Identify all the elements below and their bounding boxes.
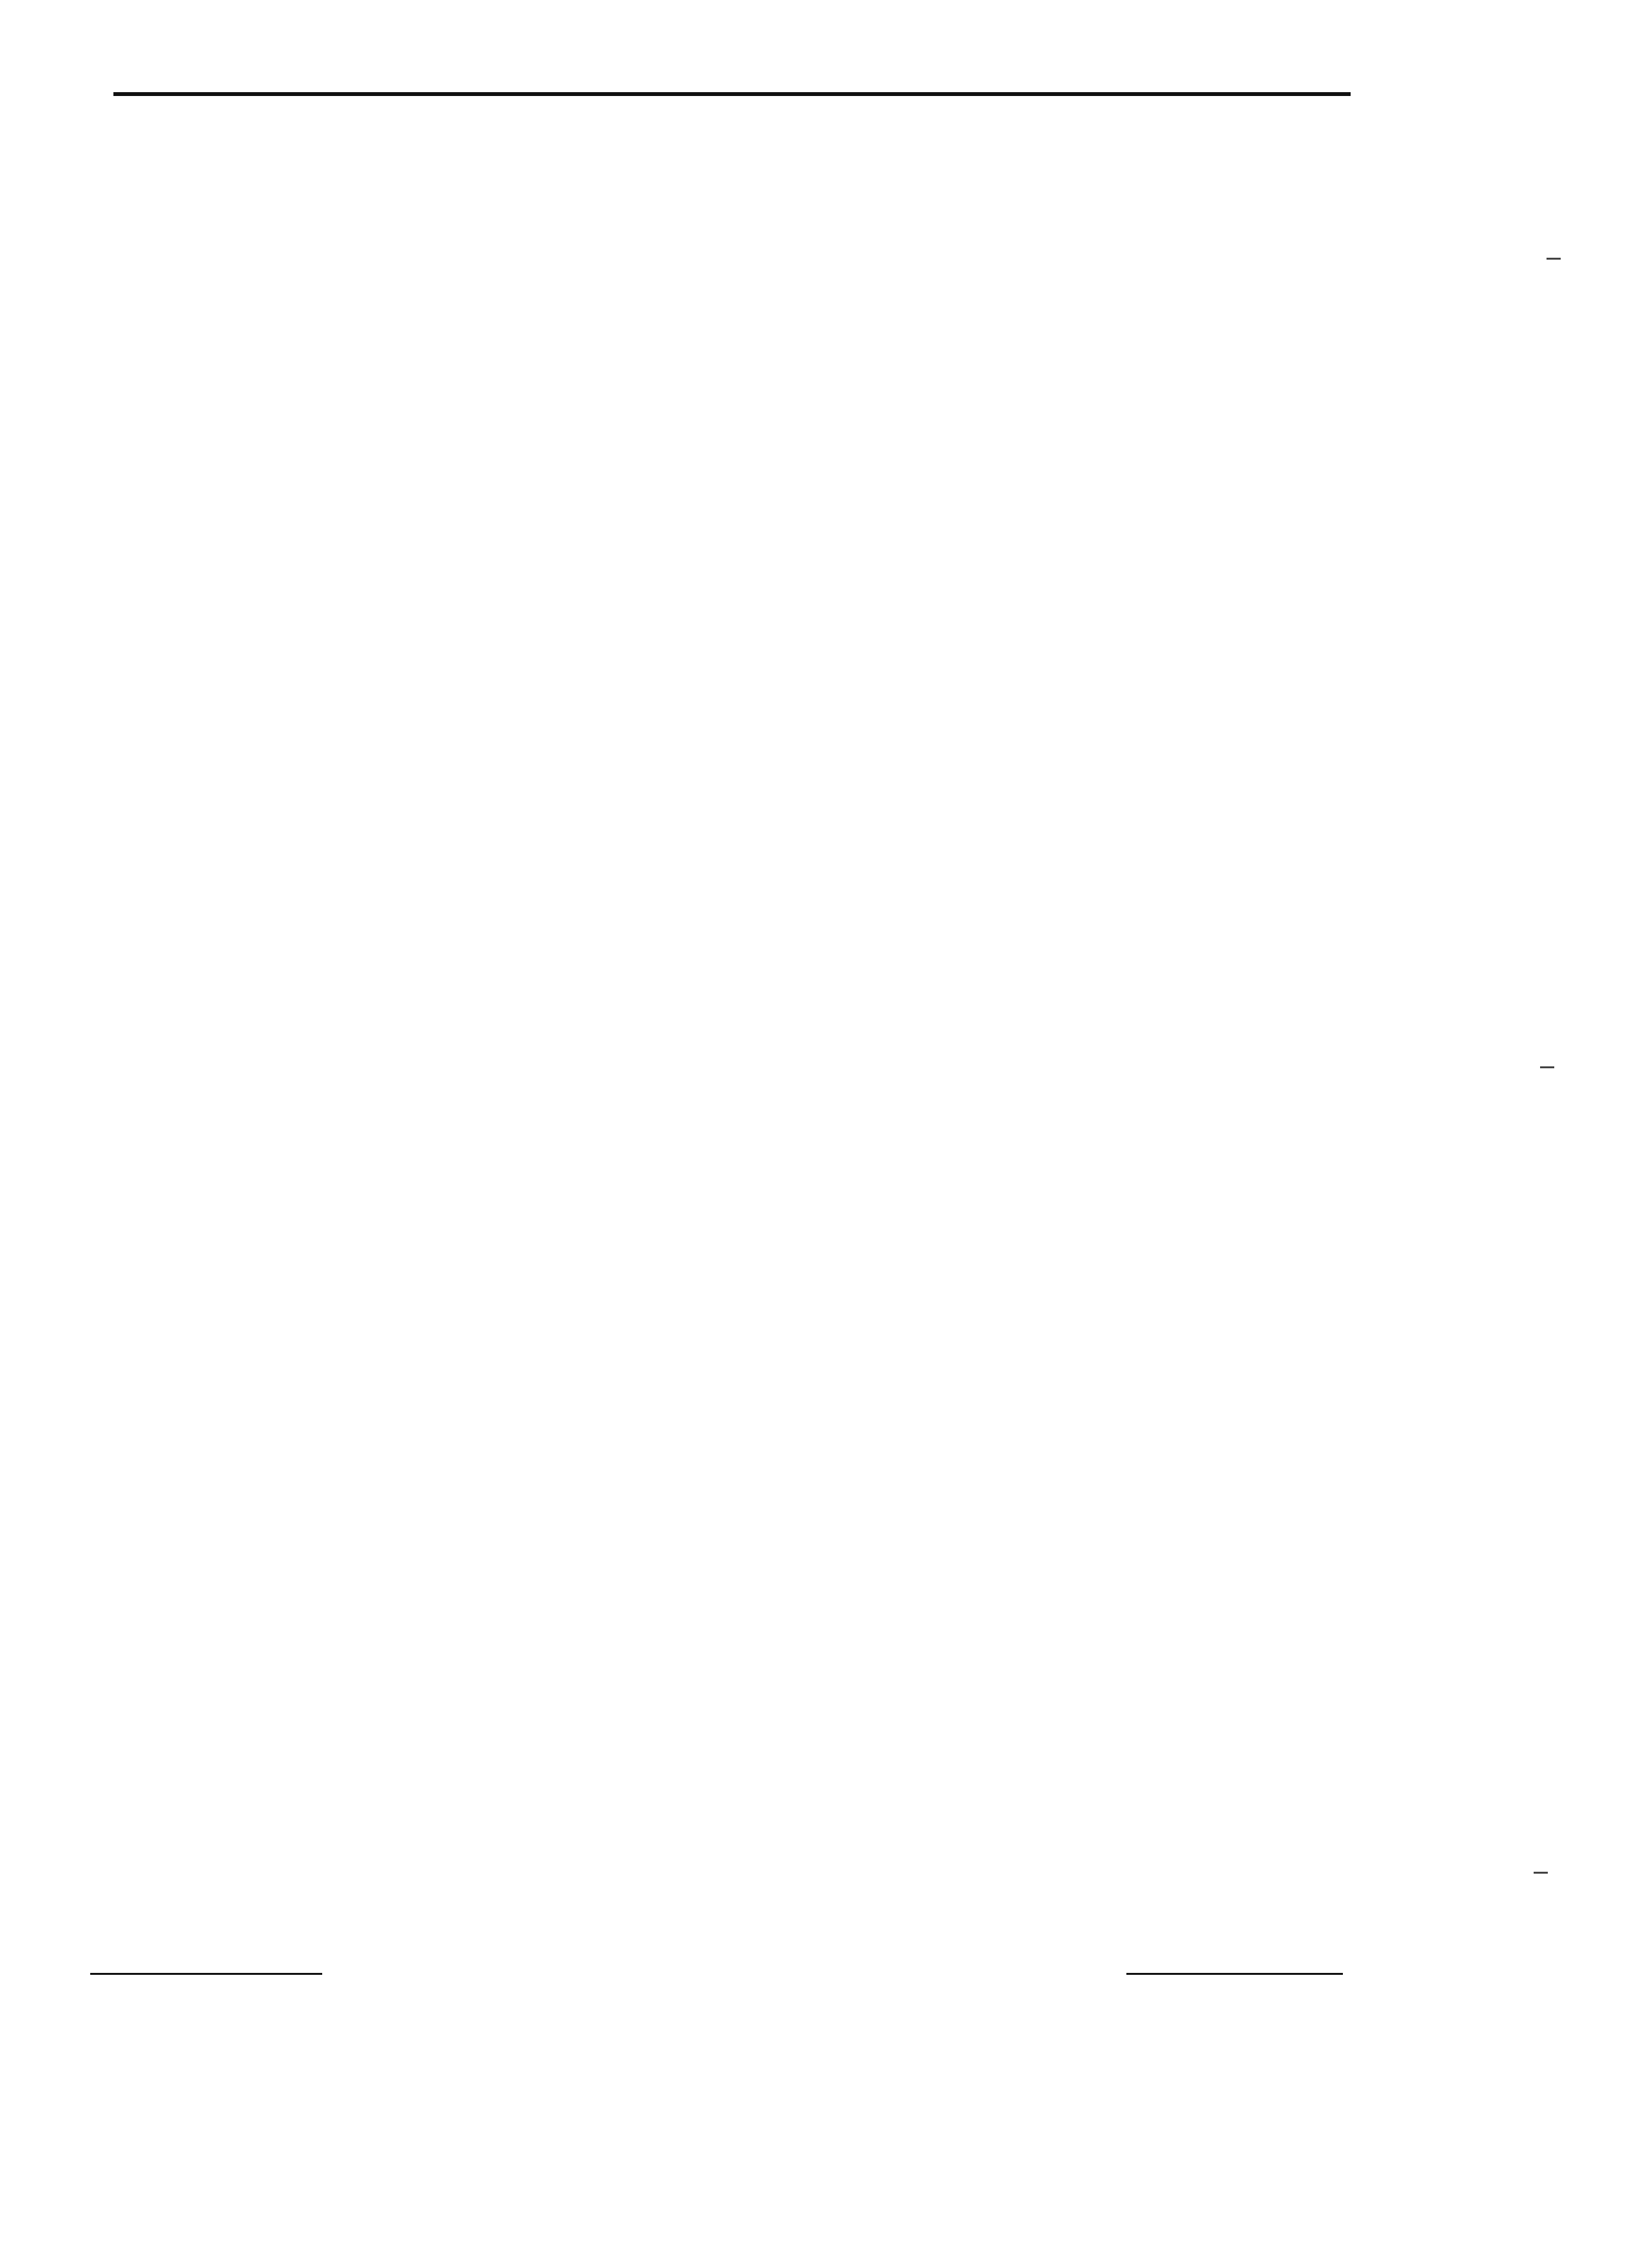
margin-tick bbox=[1547, 258, 1561, 260]
margin-tick bbox=[1540, 1066, 1554, 1068]
margin-tick bbox=[1534, 1872, 1548, 1874]
footer-rule-right bbox=[1126, 1973, 1343, 1975]
footer-rule-left bbox=[90, 1973, 322, 1975]
header-rule bbox=[113, 92, 1351, 96]
